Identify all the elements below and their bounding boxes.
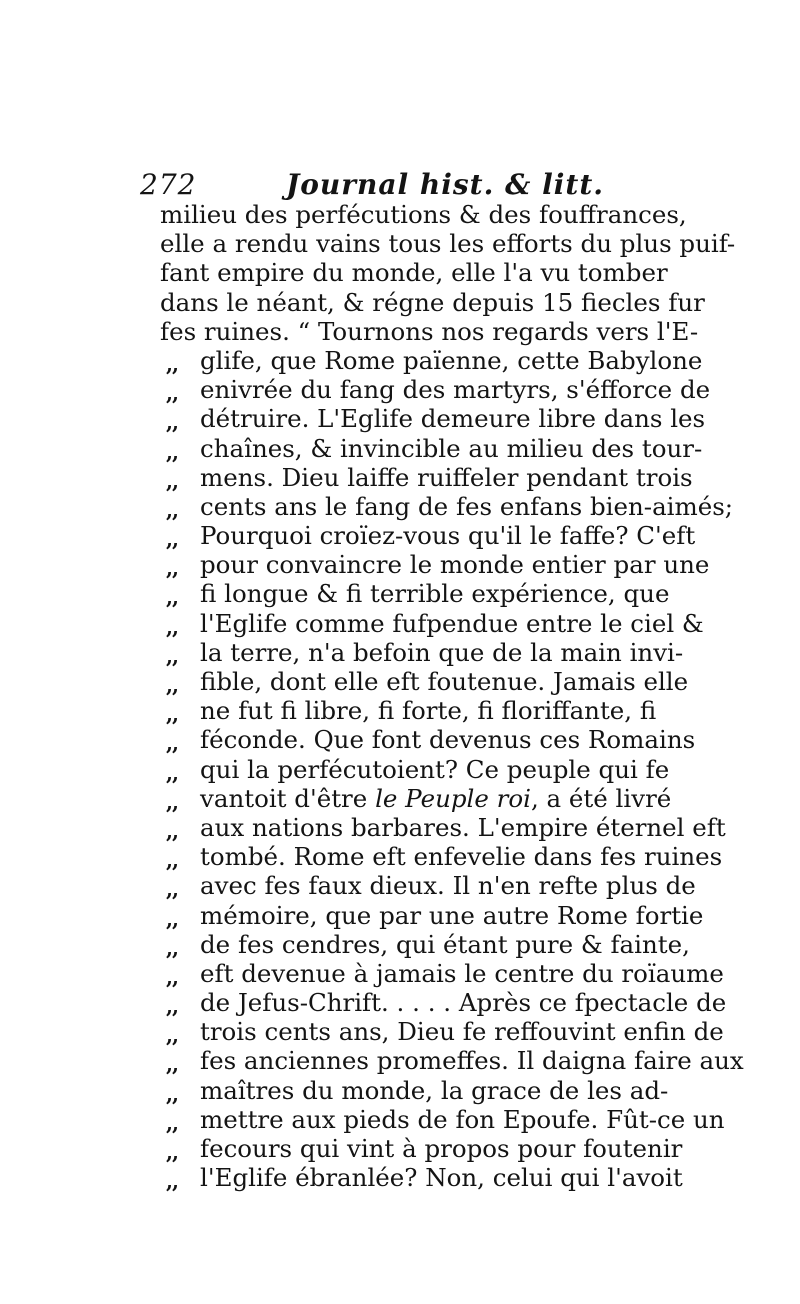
quotation-mark: ,, xyxy=(166,1140,178,1164)
line-text: pour convaincre le monde entier par une xyxy=(200,550,710,580)
line-text: ne fut fi libre, fi forte, fi floriffante, fi xyxy=(200,696,657,726)
line-text-segment: vantoit d'être xyxy=(200,783,376,813)
line-text: chaînes, & invincible au milieu des tour- xyxy=(200,433,703,463)
line-text: fi longue & fi terrible expérience, que xyxy=(200,579,670,609)
line-text: avec fes faux dieux. Il n'en refte plus de xyxy=(200,871,696,901)
line-text: qui la perfécutoient? Ce peuple qui fe xyxy=(200,754,670,784)
text-line xyxy=(140,929,690,960)
line-text: fes anciennes promeffes. Il daigna faire aux xyxy=(200,1046,744,1076)
line-text: de fes cendres, qui étant pure & fainte, xyxy=(200,929,690,959)
quotation-mark: ,, xyxy=(166,1110,178,1135)
text-line xyxy=(140,345,703,376)
text-line xyxy=(140,521,696,552)
line-text: fecours qui vint à propos pour foutenir xyxy=(200,1134,683,1163)
quotation-mark: ,, xyxy=(166,351,178,376)
text-line xyxy=(140,1104,725,1135)
quotation-mark: ,, xyxy=(166,673,178,697)
quotation-mark: ,, xyxy=(166,439,178,464)
quotation-mark: ,, xyxy=(166,789,178,814)
text-line xyxy=(140,1134,683,1164)
text-line xyxy=(140,258,668,288)
line-text: l'Eglife comme fufpendue entre le ciel & xyxy=(200,608,704,638)
line-text: trois cents ans, Dieu fe reffouvint enfin de xyxy=(200,1017,724,1047)
line-text: fible, dont elle eft foutenue. Jamais elle xyxy=(200,667,689,696)
text-line xyxy=(140,404,706,435)
text-line xyxy=(140,375,711,406)
line-text: glife, que Rome païenne, cette Babylone xyxy=(200,345,703,375)
line-text: dans le néant, & régne depuis 15 fiecles fur xyxy=(160,287,705,317)
italic-phrase: le Peuple roi xyxy=(375,783,531,813)
line-text: mens. Dieu laiffe ruiffeler pendant trois xyxy=(200,462,693,492)
line-text: enivrée du fang des martyrs, s'éfforce de xyxy=(200,375,711,405)
text-line xyxy=(140,783,672,814)
quotation-mark: ,, xyxy=(166,497,178,522)
text-line xyxy=(140,608,704,639)
quotation-mark: ,, xyxy=(166,1052,178,1077)
line-text: eft devenue à jamais le centre du roïaume xyxy=(200,958,724,988)
quotation-mark: ,, xyxy=(166,556,178,581)
text-line xyxy=(140,988,727,1019)
text-line xyxy=(140,842,723,873)
text-line xyxy=(140,200,687,229)
line-text xyxy=(200,783,672,813)
line-text: féconde. Que font devenus ces Romains xyxy=(200,725,696,755)
line-text: tombé. Rome eft enfevelie dans fes ruines xyxy=(200,842,723,872)
quotation-mark: ,, xyxy=(166,468,178,493)
quotation-mark: ,, xyxy=(166,848,178,873)
line-text: détruire. L'Eglife demeure libre dans les xyxy=(200,404,706,434)
quotation-mark: ,, xyxy=(166,760,178,785)
text-line xyxy=(140,754,670,785)
text-line xyxy=(140,1017,724,1048)
text-line xyxy=(140,462,693,493)
quotation-mark: ,, xyxy=(166,935,178,960)
quotation-mark: ,, xyxy=(166,964,178,989)
text-line xyxy=(140,1075,669,1106)
line-text: fant empire du monde, elle l'a vu tomber xyxy=(160,258,668,288)
quotation-mark: ,, xyxy=(166,1169,178,1194)
line-text: elle a rendu vains tous les efforts du plus puif- xyxy=(160,229,736,259)
quotation-mark: ,, xyxy=(166,643,178,668)
text-line xyxy=(140,287,705,317)
text-line xyxy=(140,316,699,346)
text-line xyxy=(140,958,724,989)
page-number: 272 xyxy=(140,168,197,201)
quotation-mark: ,, xyxy=(166,527,178,552)
quotation-mark: ,, xyxy=(166,702,178,727)
quotation-mark: ,, xyxy=(166,994,178,1019)
text-line xyxy=(140,550,710,581)
quotation-mark: ,, xyxy=(166,906,178,931)
quotation-mark: ,, xyxy=(166,381,178,406)
text-line xyxy=(140,1046,744,1077)
quotation-mark: ,, xyxy=(166,410,178,435)
line-text: maîtres du monde, la grace de les ad- xyxy=(200,1075,669,1105)
line-text: Pourquoi croïez-vous qu'il le faffe? C'eft xyxy=(200,521,696,551)
line-text: fes ruines. “ Tournons nos regards vers l'E- xyxy=(160,316,699,346)
text-line xyxy=(140,696,657,727)
text-line xyxy=(140,1163,683,1194)
running-title: Journal hist. & litt. xyxy=(286,168,605,201)
text-line xyxy=(140,229,736,259)
line-text: l'Eglife ébranlée? Non, celui qui l'avoit xyxy=(200,1163,683,1193)
text-line xyxy=(140,579,670,610)
text-line xyxy=(140,433,703,464)
quotation-mark: ,, xyxy=(166,1023,178,1048)
quotation-mark: ,, xyxy=(166,731,178,756)
text-line xyxy=(140,637,684,668)
text-line xyxy=(140,812,726,843)
line-text: mettre aux pieds de fon Epoufe. Fût-ce un xyxy=(200,1104,725,1134)
text-line xyxy=(140,725,696,756)
quotation-mark: ,, xyxy=(166,614,178,639)
line-text: la terre, n'a befoin que de la main invi- xyxy=(200,637,684,667)
text-line xyxy=(140,667,689,697)
line-text: mémoire, que par une autre Rome fortie xyxy=(200,900,704,930)
text-line xyxy=(140,900,704,931)
quotation-mark: ,, xyxy=(166,818,178,843)
quotation-mark: ,, xyxy=(166,1081,178,1106)
quotation-mark: ,, xyxy=(166,877,178,902)
line-text: milieu des perfécutions & des fouffrances, xyxy=(160,200,687,229)
text-line xyxy=(140,491,734,522)
body-text xyxy=(140,200,744,1194)
text-line xyxy=(140,871,696,902)
line-text: cents ans le fang de fes enfans bien-aimés; xyxy=(200,491,734,521)
line-text: aux nations barbares. L'empire éternel eft xyxy=(200,812,726,842)
line-text-segment: , a été livré xyxy=(530,783,672,813)
quotation-mark: ,, xyxy=(166,585,178,610)
line-text: de Jefus-Chrift. . . . . Après ce fpectacle de xyxy=(200,988,727,1018)
